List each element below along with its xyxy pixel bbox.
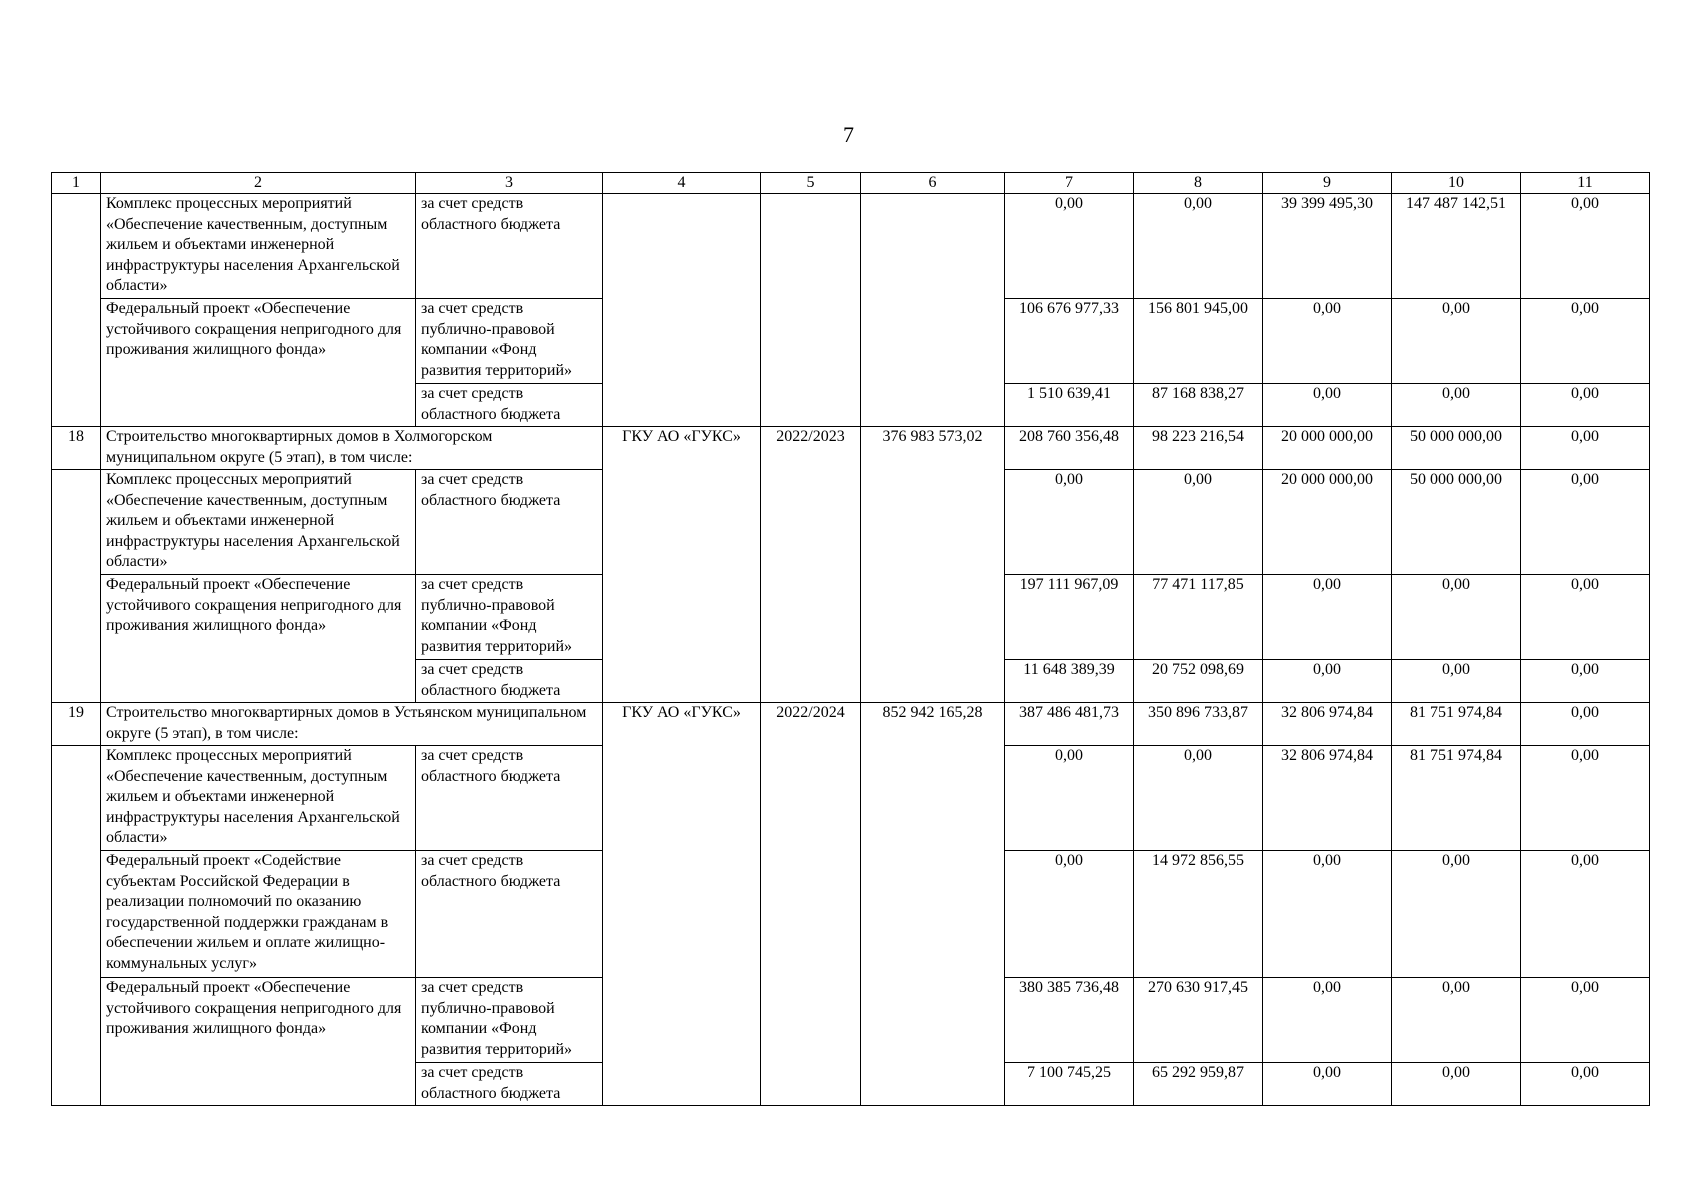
amount-cell: 350 896 733,87 [1134, 703, 1263, 746]
amount-cell: 0,00 [1521, 1063, 1650, 1106]
amount-cell: 0,00 [1263, 660, 1392, 703]
column-number: 3 [416, 173, 603, 194]
column-number: 5 [761, 173, 861, 194]
column-number: 7 [1005, 173, 1134, 194]
amount-cell: 106 676 977,33 [1005, 299, 1134, 384]
amount-cell: 0,00 [1392, 851, 1521, 978]
measure-name: Комплекс процессных мероприятий «Обеспечение качественным, доступным жильем и объектами инженерной инфраструктуры населения Архангельской области» [101, 194, 416, 299]
column-number: 4 [603, 173, 761, 194]
executor: ГКУ АО «ГУКС» [603, 427, 761, 703]
column-number: 10 [1392, 173, 1521, 194]
amount-cell: 208 760 356,48 [1005, 427, 1134, 470]
amount-cell: 32 806 974,84 [1263, 746, 1392, 851]
page-number: 7 [843, 122, 854, 147]
amount-cell: 0,00 [1392, 660, 1521, 703]
amount-cell: 0,00 [1521, 427, 1650, 470]
funding-source: за счет средств областного бюджета [416, 384, 603, 427]
amount-cell: 270 630 917,45 [1134, 978, 1263, 1063]
column-number: 6 [861, 173, 1005, 194]
column-number-row [52, 173, 1650, 194]
funding-source: за счет средств публично-правовой компании «Фонд развития территорий» [416, 299, 603, 384]
amount-cell: 77 471 117,85 [1134, 575, 1263, 660]
row-number: 19 [52, 703, 101, 746]
amount-cell: 0,00 [1263, 575, 1392, 660]
column-number: 2 [101, 173, 416, 194]
amount-cell: 81 751 974,84 [1392, 746, 1521, 851]
amount-cell: 0,00 [1134, 194, 1263, 299]
amount-cell: 0,00 [1392, 978, 1521, 1063]
column-number: 9 [1263, 173, 1392, 194]
amount-cell: 32 806 974,84 [1263, 703, 1392, 746]
measure-name: Федеральный проект «Обеспечение устойчивого сокращения непригодного для проживания жилищного фонда» [101, 978, 416, 1106]
funding-source: за счет средств областного бюджета [416, 470, 603, 575]
row-number-cell [52, 746, 101, 1106]
amount-cell: 50 000 000,00 [1392, 427, 1521, 470]
amount-cell: 0,00 [1521, 660, 1650, 703]
amount-cell: 0,00 [1521, 575, 1650, 660]
row-number-cell [52, 194, 101, 427]
amount-cell: 0,00 [1521, 299, 1650, 384]
amount-cell: 0,00 [1005, 746, 1134, 851]
amount-cell: 50 000 000,00 [1392, 470, 1521, 575]
amount-cell: 0,00 [1521, 746, 1650, 851]
amount-cell: 0,00 [1392, 384, 1521, 427]
column-number: 11 [1521, 173, 1650, 194]
program-table [51, 172, 1650, 1106]
amount-cell: 0,00 [1521, 703, 1650, 746]
amount-cell: 0,00 [1005, 851, 1134, 978]
amount-cell: 98 223 216,54 [1134, 427, 1263, 470]
amount-cell: 65 292 959,87 [1134, 1063, 1263, 1106]
funding-source: за счет средств областного бюджета [416, 1063, 603, 1106]
funding-source: за счет средств областного бюджета [416, 194, 603, 299]
table-row [52, 703, 1650, 746]
cost-cell [861, 194, 1005, 427]
executor: ГКУ АО «ГУКС» [603, 703, 761, 1106]
amount-cell: 14 972 856,55 [1134, 851, 1263, 978]
object-title: Строительство многоквартирных домов в Холмогорском муниципальном округе (5 этап), в том числе: [101, 427, 603, 470]
measure-name: Комплекс процессных мероприятий «Обеспечение качественным, доступным жильем и объектами инженерной инфраструктуры населения Архангельской области» [101, 746, 416, 851]
amount-cell: 0,00 [1392, 1063, 1521, 1106]
amount-cell: 0,00 [1263, 299, 1392, 384]
amount-cell: 156 801 945,00 [1134, 299, 1263, 384]
amount-cell: 380 385 736,48 [1005, 978, 1134, 1063]
amount-cell: 1 510 639,41 [1005, 384, 1134, 427]
amount-cell: 87 168 838,27 [1134, 384, 1263, 427]
years-cell [761, 194, 861, 427]
amount-cell: 387 486 481,73 [1005, 703, 1134, 746]
table-row [52, 427, 1650, 470]
table-row [52, 194, 1650, 299]
amount-cell: 0,00 [1521, 978, 1650, 1063]
amount-cell: 0,00 [1005, 470, 1134, 575]
years: 2022/2024 [761, 703, 861, 1106]
funding-source: за счет средств публично-правовой компании «Фонд развития территорий» [416, 575, 603, 660]
amount-cell: 7 100 745,25 [1005, 1063, 1134, 1106]
amount-cell: 197 111 967,09 [1005, 575, 1134, 660]
object-title: Строительство многоквартирных домов в Устьянском муниципальном округе (5 этап), в том числе: [101, 703, 603, 746]
amount-cell: 0,00 [1263, 978, 1392, 1063]
funding-source: за счет средств публично-правовой компании «Фонд развития территорий» [416, 978, 603, 1063]
amount-cell: 147 487 142,51 [1392, 194, 1521, 299]
funding-source: за счет средств областного бюджета [416, 851, 603, 978]
executor-cell [603, 194, 761, 427]
amount-cell: 39 399 495,30 [1263, 194, 1392, 299]
amount-cell: 20 752 098,69 [1134, 660, 1263, 703]
measure-name: Федеральный проект «Обеспечение устойчивого сокращения непригодного для проживания жилищного фонда» [101, 575, 416, 703]
row-number-cell [52, 470, 101, 703]
amount-cell: 0,00 [1263, 384, 1392, 427]
row-number: 18 [52, 427, 101, 470]
amount-cell: 0,00 [1263, 851, 1392, 978]
funding-source: за счет средств областного бюджета [416, 660, 603, 703]
amount-cell: 0,00 [1005, 194, 1134, 299]
amount-cell: 81 751 974,84 [1392, 703, 1521, 746]
amount-cell: 0,00 [1521, 470, 1650, 575]
years: 2022/2023 [761, 427, 861, 703]
total-cost: 376 983 573,02 [861, 427, 1005, 703]
column-number: 1 [52, 173, 101, 194]
measure-name: Федеральный проект «Содействие субъектам Российской Федерации в реализации полномочий по оказанию государственной поддержки гражданам в обеспечении жильем и оплате жилищно-коммунальных услуг» [101, 851, 416, 978]
funding-source: за счет средств областного бюджета [416, 746, 603, 851]
total-cost: 852 942 165,28 [861, 703, 1005, 1106]
amount-cell: 20 000 000,00 [1263, 427, 1392, 470]
column-number: 8 [1134, 173, 1263, 194]
amount-cell: 11 648 389,39 [1005, 660, 1134, 703]
measure-name: Федеральный проект «Обеспечение устойчивого сокращения непригодного для проживания жилищного фонда» [101, 299, 416, 427]
amount-cell: 0,00 [1263, 1063, 1392, 1106]
amount-cell: 0,00 [1521, 851, 1650, 978]
amount-cell: 0,00 [1134, 746, 1263, 851]
amount-cell: 0,00 [1521, 384, 1650, 427]
amount-cell: 0,00 [1134, 470, 1263, 575]
amount-cell: 0,00 [1392, 299, 1521, 384]
amount-cell: 0,00 [1392, 575, 1521, 660]
amount-cell: 0,00 [1521, 194, 1650, 299]
amount-cell: 20 000 000,00 [1263, 470, 1392, 575]
measure-name: Комплекс процессных мероприятий «Обеспечение качественным, доступным жильем и объектами инженерной инфраструктуры населения Архангельской области» [101, 470, 416, 575]
